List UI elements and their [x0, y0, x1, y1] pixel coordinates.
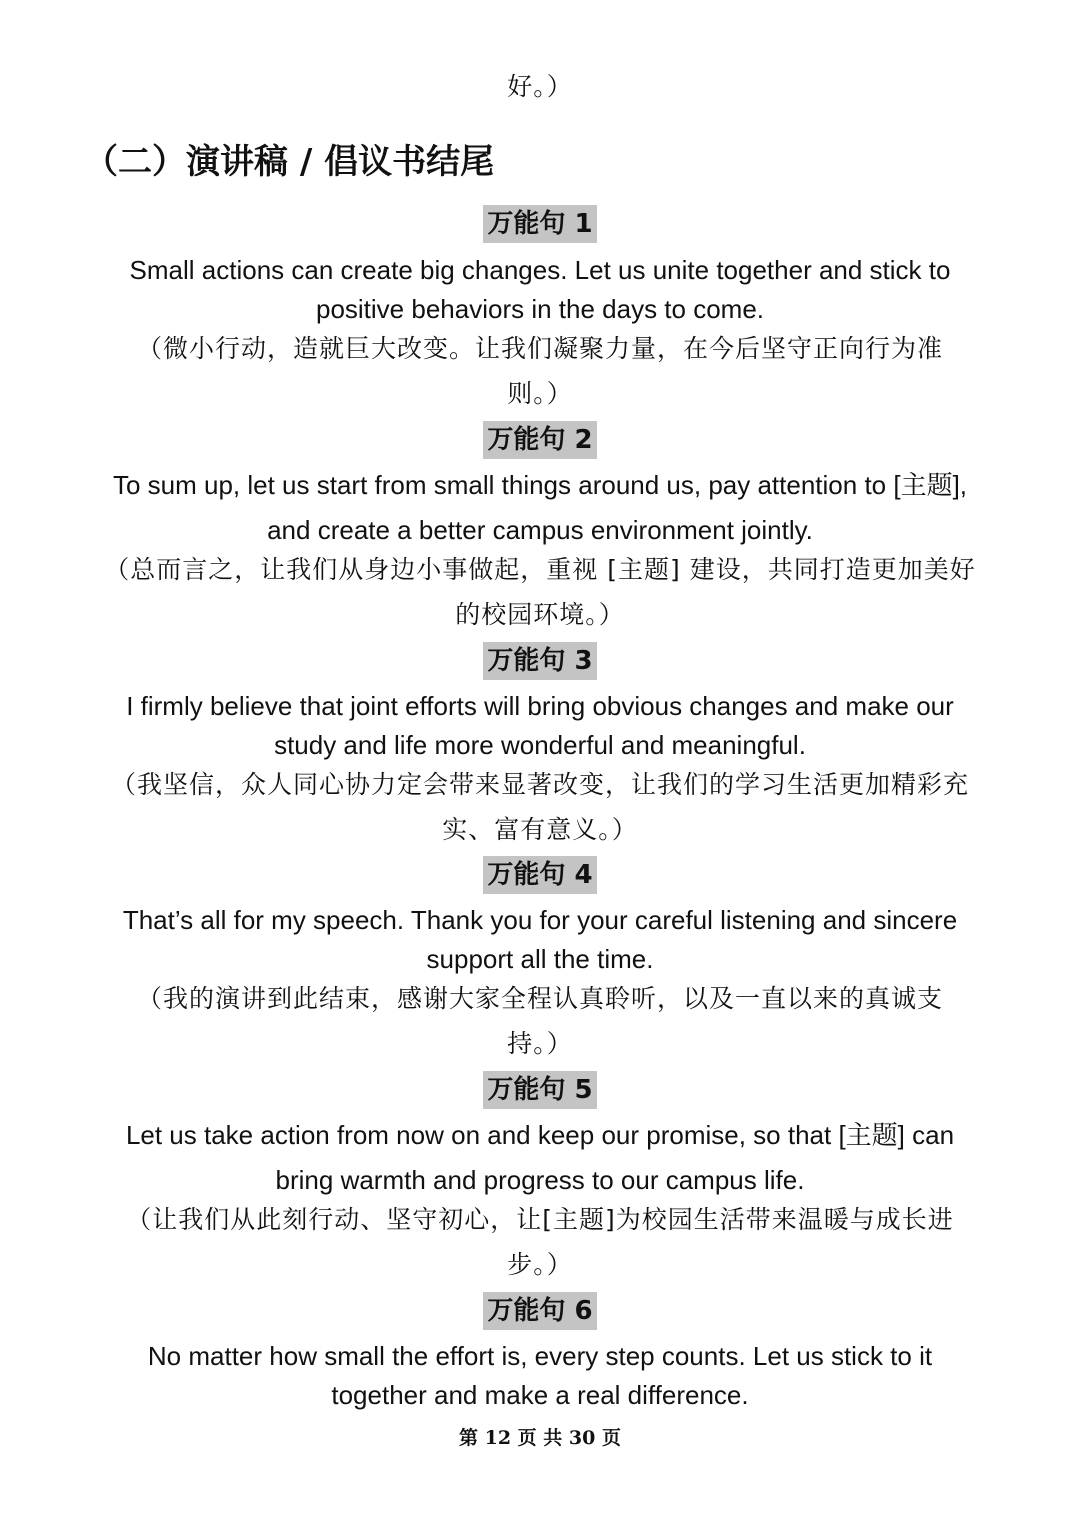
chinese-line: （我坚信，众人同心协力定会带来显著改变，让我们的学习生活更加精彩充 — [110, 770, 969, 799]
chinese-line: （让我们从此刻行动、坚守初心，让[主题]为校园生活带来温暖与成长进 — [126, 1205, 954, 1234]
english-line: No matter how small the effort is, every step counts. Let us stick to it — [147, 1341, 933, 1371]
item-1 — [0, 205, 1080, 243]
english-line: together and make a real difference. — [331, 1380, 749, 1410]
item-tag: 万能句 2 — [483, 421, 596, 459]
english-line: bring warmth and progress to our campus life. — [275, 1165, 805, 1195]
item-4 — [0, 856, 1080, 894]
english-line: To sum up, let us start from small things around us, pay attention to [主题], — [112, 470, 968, 500]
continuation-text: 好。） — [507, 72, 573, 101]
chinese-line: （微小行动，造就巨大改变。让我们凝聚力量，在今后坚守正向行为准 — [136, 334, 943, 363]
english-line: Let us take action from now on and keep our promise, so that [主题] can — [125, 1120, 955, 1150]
item-5 — [0, 1071, 1080, 1109]
chinese-line: （我的演讲到此结束，感谢大家全程认真聆听，以及一直以来的真诚支 — [136, 984, 943, 1013]
item-tag: 万能句 6 — [483, 1292, 596, 1330]
english-line: positive behaviors in the days to come. — [315, 294, 765, 324]
chinese-line: 步。） — [507, 1250, 573, 1279]
chinese-line: 实、富有意义。） — [442, 815, 638, 844]
chinese-line: 的校园环境。） — [455, 600, 625, 629]
item-6 — [0, 1292, 1080, 1330]
item-tag: 万能句 1 — [483, 205, 596, 243]
chinese-line: 持。） — [507, 1029, 573, 1058]
chinese-line: 则。） — [507, 379, 573, 408]
chinese-line: （总而言之，让我们从身边小事做起，重视 [主题] 建设，共同打造更加美好 — [104, 555, 976, 584]
english-line: support all the time. — [426, 944, 654, 974]
english-line: study and life more wonderful and meaningful. — [274, 730, 806, 760]
section-heading: （二）演讲稿 / 倡议书结尾 — [84, 142, 495, 182]
item-tag: 万能句 4 — [483, 856, 596, 894]
page-number-footer: 第 12 页 共 30 页 — [459, 1427, 621, 1449]
english-line: and create a better campus environment jointly. — [267, 515, 813, 545]
english-line: Small actions can create big changes. Let us unite together and stick to — [129, 255, 951, 285]
item-3 — [0, 642, 1080, 680]
item-tag: 万能句 3 — [483, 642, 596, 680]
english-line: I firmly believe that joint efforts will bring obvious changes and make our — [126, 691, 954, 721]
item-tag: 万能句 5 — [483, 1071, 596, 1109]
item-2 — [0, 421, 1080, 459]
english-line: That’s all for my speech. Thank you for your careful listening and sincere — [122, 905, 958, 935]
